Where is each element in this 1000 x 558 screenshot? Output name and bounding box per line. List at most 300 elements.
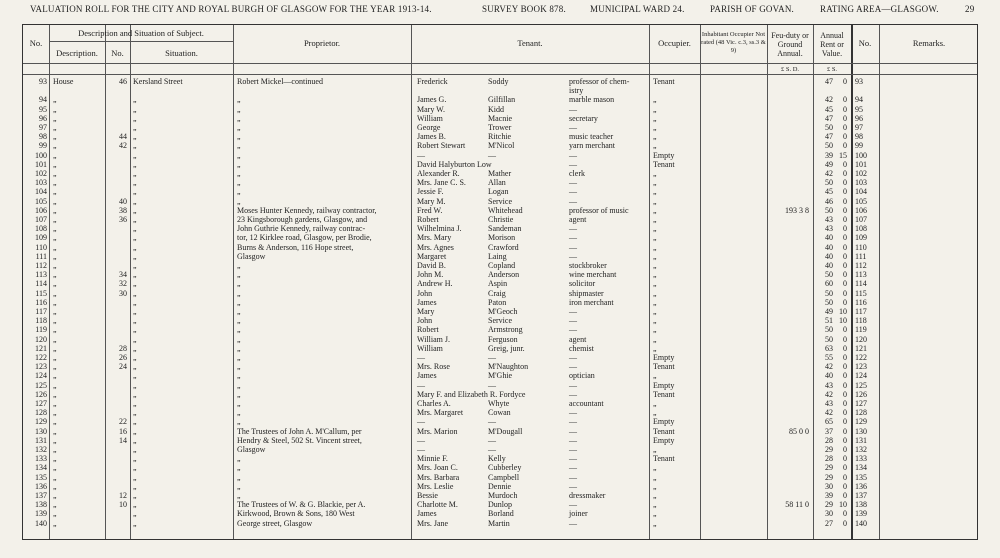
cell-ts: Campbell (488, 472, 520, 482)
cell-rent: 49 (825, 307, 833, 316)
cell-no2: 122 (855, 353, 867, 362)
cell-num: 34 (119, 270, 127, 280)
cell-tocc: marble mason (569, 95, 615, 105)
cell-rent: 40 (825, 251, 833, 261)
cell-rent: 50 (825, 205, 833, 215)
cell-rs: 10 (839, 316, 847, 326)
cell-occ: „ (653, 445, 657, 454)
cell-sit: „ (133, 325, 137, 335)
cell-rs: 0 (843, 141, 847, 151)
cell-tocc: istry (569, 86, 584, 96)
cell-occ: Tenant (653, 362, 675, 372)
cell-sit: „ (133, 362, 137, 372)
cell-tf: Mrs. Margaret (417, 408, 464, 418)
cell-no2: 114 (855, 279, 867, 289)
cell-tf: Robert (417, 325, 439, 335)
cell-no2: 97 (855, 123, 863, 132)
cell-tf: James G. (417, 95, 447, 105)
cell-rs: 0 (843, 215, 847, 224)
table-row (23, 445, 977, 454)
cell-prop: Glasgow (237, 445, 266, 454)
cell-rent: 29 (825, 445, 833, 454)
cell-no2: 102 (855, 169, 867, 178)
cell-tf: Bessie (417, 491, 438, 500)
cell-desc: „ (53, 141, 57, 151)
cell-ts: Logan (488, 187, 509, 197)
cell-rs: 0 (843, 95, 847, 105)
rating-area: RATING AREA—GLASGOW. (820, 4, 939, 14)
cell-no2: 108 (855, 224, 867, 234)
cell-desc: „ (53, 500, 57, 510)
table-row (23, 187, 977, 196)
cell-prop: Hendry & Steel, 502 St. Vincent street, (237, 435, 362, 445)
cell-rs: 0 (843, 132, 847, 142)
cell-desc: „ (53, 251, 57, 261)
cell-rent: 50 (825, 288, 833, 298)
cell-no: 130 (35, 426, 47, 436)
cell-occ: „ (653, 169, 657, 178)
table-row (23, 325, 977, 334)
cell-sit: „ (133, 113, 137, 123)
cell-no: 99 (39, 141, 47, 151)
cell-tocc: — (569, 242, 577, 252)
table-row (23, 178, 977, 187)
cell-sit: „ (133, 380, 137, 390)
cell-tf: Jessie F. (417, 187, 444, 197)
cell-tocc: accountant (569, 399, 604, 408)
cell-ts: Christie (488, 215, 514, 224)
cell-tocc: — (569, 104, 577, 114)
cell-desc: „ (53, 215, 57, 224)
cell-rent: 47 (825, 132, 833, 142)
cell-rs: 0 (843, 454, 847, 464)
cell-rs: 0 (843, 325, 847, 335)
table-row (23, 353, 977, 362)
col-rent: Annual Rent or Value. (820, 31, 844, 58)
cell-rs: 0 (843, 353, 847, 362)
cell-no2: 93 (855, 77, 863, 86)
cell-num: 38 (119, 205, 127, 215)
cell-no: 118 (35, 316, 47, 326)
cell-ts: M'Dougall (488, 426, 523, 436)
cell-tocc: — (569, 251, 577, 261)
cell-num: 28 (119, 343, 127, 353)
table-row (23, 289, 977, 298)
cell-tf: John (417, 316, 433, 326)
cell-prop: „ (237, 261, 241, 270)
cell-prop: „ (237, 491, 241, 500)
cell-no2: 131 (855, 435, 867, 445)
cell-desc: „ (53, 518, 57, 528)
cell-tf: — (417, 445, 425, 454)
cell-desc: „ (53, 472, 57, 482)
cell-tocc: agent (569, 334, 587, 344)
page-number: 29 (965, 4, 975, 14)
cell-tf: Andrew H. (417, 279, 453, 289)
cell-desc: „ (53, 426, 57, 436)
cell-prop: „ (237, 316, 241, 326)
cell-tf: Mrs. Jane C. S. (417, 178, 466, 188)
cell-ts: — (488, 417, 496, 427)
cell-desc: „ (53, 261, 57, 270)
cell-sit: „ (133, 270, 137, 280)
cell-occ: „ (653, 491, 657, 500)
table-row (23, 243, 977, 252)
cell-desc: „ (53, 491, 57, 500)
cell-desc: „ (53, 509, 57, 519)
cell-tocc: professor of chem- (569, 77, 630, 86)
cell-prop: „ (237, 408, 241, 418)
cell-sit: „ (133, 481, 137, 491)
cell-tocc: — (569, 159, 577, 169)
cell-occ: „ (653, 261, 657, 270)
cell-ts: Craig (488, 288, 506, 298)
cell-no2: 119 (855, 325, 867, 335)
cell-sit: „ (133, 150, 137, 160)
cell-rs: 0 (843, 435, 847, 445)
cell-rent: 50 (825, 325, 833, 335)
cell-rs: 0 (843, 251, 847, 261)
cell-no: 140 (35, 518, 47, 528)
col-proprietor: Proprietor. (303, 38, 341, 48)
cell-desc: „ (53, 297, 57, 307)
cell-ts: M'Naughton (488, 362, 529, 372)
cell-tocc: chemist (569, 343, 594, 353)
cell-sit: „ (133, 518, 137, 528)
cell-no2: 133 (855, 454, 867, 464)
cell-prop: „ (237, 417, 241, 427)
cell-prop: „ (237, 187, 241, 197)
cell-occ: „ (653, 141, 657, 151)
cell-no2: 116 (855, 297, 867, 307)
cell-tocc: — (569, 454, 577, 464)
cell-rent: 29 (825, 500, 833, 510)
cell-occ: „ (653, 95, 657, 105)
cell-feu: 85 0 0 (789, 426, 809, 436)
table-row (23, 399, 977, 408)
cell-ts: — (488, 150, 496, 160)
cell-rs: 0 (843, 445, 847, 454)
cell-rent: 50 (825, 141, 833, 151)
cell-prop: „ (237, 353, 241, 362)
cell-no2: 98 (855, 132, 863, 142)
cell-rs: 0 (843, 205, 847, 215)
cell-desc: „ (53, 445, 57, 454)
col-feu: Feu-duty or Ground Annual. (771, 31, 809, 58)
cell-no: 105 (35, 196, 47, 206)
cell-prop: „ (237, 343, 241, 353)
cell-tf: — (417, 380, 425, 390)
cell-tocc: secretary (569, 113, 598, 123)
cell-rent: 43 (825, 380, 833, 390)
cell-sit: „ (133, 316, 137, 326)
cell-ts: — (488, 353, 496, 362)
table-row (23, 491, 977, 500)
table-row (23, 123, 977, 132)
cell-desc: „ (53, 113, 57, 123)
cell-sit: „ (133, 279, 137, 289)
cell-rs: 10 (839, 307, 847, 316)
cell-no2: 101 (855, 159, 867, 169)
cell-tf: Robert Stewart (417, 141, 466, 151)
cell-prop: „ (237, 141, 241, 151)
cell-desc: „ (53, 435, 57, 445)
cell-ts: — (488, 445, 496, 454)
cell-tocc: — (569, 187, 577, 197)
cell-tocc: — (569, 445, 577, 454)
cell-tf: Frederick (417, 77, 448, 86)
cell-no: 96 (39, 113, 47, 123)
cell-no: 104 (35, 187, 47, 197)
cell-desc: „ (53, 159, 57, 169)
cell-sit: „ (133, 509, 137, 519)
table-row (23, 215, 977, 224)
table-row (23, 509, 977, 518)
cell-ts: Dunlop (488, 500, 512, 510)
cell-occ: „ (653, 343, 657, 353)
cell-prop: „ (237, 150, 241, 160)
cell-occ: Empty (653, 435, 675, 445)
cell-desc: „ (53, 95, 57, 105)
cell-rent: 43 (825, 215, 833, 224)
cell-rs: 0 (843, 417, 847, 427)
cell-num: 22 (119, 417, 127, 427)
cell-sit: „ (133, 141, 137, 151)
cell-sit: „ (133, 159, 137, 169)
cell-sit: „ (133, 196, 137, 206)
cell-tf: Mrs. Mary (417, 233, 452, 243)
cell-desc: House (53, 77, 74, 86)
cell-occ: Tenant (653, 159, 675, 169)
cell-ts: Borland (488, 509, 514, 519)
cell-sit: „ (133, 454, 137, 464)
cell-no2: 128 (855, 408, 867, 418)
cell-no2: 136 (855, 481, 867, 491)
cell-tocc: wine merchant (569, 270, 617, 280)
cell-tf: — (417, 417, 425, 427)
table-row (23, 270, 977, 279)
cell-prop: „ (237, 362, 241, 372)
cell-no2: 115 (855, 288, 867, 298)
cell-rs: 0 (843, 491, 847, 500)
cell-no: 117 (35, 307, 47, 316)
cell-prop: „ (237, 279, 241, 289)
cell-tocc: solicitor (569, 279, 596, 289)
cell-tocc: professor of music (569, 205, 629, 215)
cell-no2: 120 (855, 334, 867, 344)
cell-rs: 0 (843, 187, 847, 197)
cell-prop: Kirkwood, Brown & Sons, 180 West (237, 509, 355, 519)
cell-num: 30 (119, 288, 127, 298)
cell-no: 97 (39, 123, 47, 132)
cell-tf: Mrs. Leslie (417, 481, 454, 491)
table-row (23, 279, 977, 288)
cell-tocc: — (569, 389, 577, 399)
cell-ts: Service (488, 196, 512, 206)
cell-no: 103 (35, 178, 47, 188)
cell-rent: 63 (825, 343, 833, 353)
cell-rent: 30 (825, 481, 833, 491)
cell-rs: 0 (843, 178, 847, 188)
cell-prop: „ (237, 371, 241, 381)
cell-occ: „ (653, 104, 657, 114)
col-subno: No. (111, 48, 124, 58)
cell-tf: Mrs. Agnes (417, 242, 454, 252)
cell-ts: M'Ghie (488, 371, 513, 381)
cell-no2: 112 (855, 261, 867, 270)
cell-prop: „ (237, 123, 241, 132)
roll-title: VALUATION ROLL FOR THE CITY AND ROYAL BURGH OF GLASGOW FOR THE YEAR 1913-14. (30, 4, 432, 14)
cell-rent: 50 (825, 178, 833, 188)
cell-no2: 123 (855, 362, 867, 372)
cell-prop: „ (237, 481, 241, 491)
cell-occ: „ (653, 205, 657, 215)
cell-rs: 0 (843, 371, 847, 381)
cell-rs: 0 (843, 408, 847, 418)
cell-occ: „ (653, 224, 657, 234)
cell-prop: „ (237, 399, 241, 408)
cell-tocc: joiner (569, 509, 588, 519)
cell-no: 116 (35, 297, 47, 307)
cell-rs: 10 (839, 500, 847, 510)
table-row (23, 500, 977, 509)
cell-tocc: — (569, 500, 577, 510)
table-row (23, 132, 977, 141)
cell-tocc: — (569, 472, 577, 482)
cell-no: 106 (35, 205, 47, 215)
cell-ts: Trower (488, 123, 512, 132)
cell-sit: „ (133, 399, 137, 408)
table-row (23, 362, 977, 371)
cell-no2: 130 (855, 426, 867, 436)
cell-tocc: — (569, 316, 577, 326)
cell-rent: 51 (825, 316, 833, 326)
cell-tf: James (417, 297, 437, 307)
cell-sit: „ (133, 205, 137, 215)
cell-sit: Kersland Street (133, 77, 183, 86)
cell-sit: „ (133, 123, 137, 132)
cell-prop: „ (237, 288, 241, 298)
cell-prop: „ (237, 463, 241, 473)
cell-ts: Whyte (488, 399, 510, 408)
table-row (23, 160, 977, 169)
cell-desc: „ (53, 178, 57, 188)
cell-tocc: — (569, 380, 577, 390)
cell-num: 24 (119, 362, 127, 372)
table-row (23, 335, 977, 344)
table-row (23, 252, 977, 261)
cell-desc: „ (53, 233, 57, 243)
cell-sit: „ (133, 104, 137, 114)
cell-tocc: — (569, 307, 577, 316)
cell-ts: Cowan (488, 408, 511, 418)
cell-desc: „ (53, 417, 57, 427)
cell-occ: „ (653, 481, 657, 491)
cell-no: 126 (35, 389, 47, 399)
cell-tocc: — (569, 353, 577, 362)
cell-ts: — (488, 380, 496, 390)
cell-desc: „ (53, 224, 57, 234)
cell-no2: 106 (855, 205, 867, 215)
cell-rent: 29 (825, 463, 833, 473)
cell-rent: 47 (825, 77, 833, 86)
cell-rs: 0 (843, 123, 847, 132)
table-row (23, 344, 977, 353)
cell-rent: 39 (825, 150, 833, 160)
cell-no: 119 (35, 325, 47, 335)
cell-sit: „ (133, 334, 137, 344)
cell-rent: 40 (825, 371, 833, 381)
cell-prop: „ (237, 325, 241, 335)
table-row (23, 482, 977, 491)
cell-rs: 0 (843, 288, 847, 298)
cell-desc: „ (53, 399, 57, 408)
cell-sit: „ (133, 261, 137, 270)
cell-desc: „ (53, 187, 57, 197)
cell-rs: 0 (843, 509, 847, 519)
cell-rs: 0 (843, 77, 847, 86)
cell-sit: „ (133, 463, 137, 473)
cell-ts: Copland (488, 261, 516, 270)
cell-prop: „ (237, 389, 241, 399)
col-inhabitant: Inhabitant Occupier Not rated (48 Vic. c.3, ss.3 & 9) (701, 31, 766, 54)
cell-no2: 107 (855, 215, 867, 224)
table-row (23, 77, 977, 86)
cell-rs: 0 (843, 343, 847, 353)
cell-no2: 96 (855, 113, 863, 123)
cell-desc: „ (53, 132, 57, 142)
cell-prop: „ (237, 113, 241, 123)
cell-no: 135 (35, 472, 47, 482)
cell-tocc: — (569, 196, 577, 206)
table-row (23, 298, 977, 307)
cell-occ: „ (653, 371, 657, 381)
cell-rent: 27 (825, 518, 833, 528)
cell-rs: 0 (843, 242, 847, 252)
cell-no: 98 (39, 132, 47, 142)
cell-tf: — (417, 435, 425, 445)
cell-no2: 124 (855, 371, 867, 381)
cell-tf: William J. (417, 334, 451, 344)
cell-no2: 110 (855, 242, 867, 252)
cell-rent: 50 (825, 334, 833, 344)
cell-rs: 0 (843, 261, 847, 270)
cell-rent: 42 (825, 389, 833, 399)
cell-no2: 140 (855, 518, 867, 528)
cell-desc: „ (53, 380, 57, 390)
cell-tf: William (417, 343, 443, 353)
cell-rs: 0 (843, 334, 847, 344)
table-row (23, 427, 977, 436)
cell-tocc: optician (569, 371, 595, 381)
cell-no: 113 (35, 270, 47, 280)
cell-no: 120 (35, 334, 47, 344)
cell-tocc: — (569, 123, 577, 132)
cell-rs: 0 (843, 196, 847, 206)
cell-num: 14 (119, 435, 127, 445)
cell-no2: 100 (855, 150, 867, 160)
cell-occ: „ (653, 196, 657, 206)
cell-ts: Mather (488, 169, 512, 178)
cell-sit: „ (133, 307, 137, 316)
cell-num: 42 (119, 141, 127, 151)
cell-sit: „ (133, 187, 137, 197)
table-row (23, 114, 977, 123)
cell-prop: Moses Hunter Kennedy, railway contractor, (237, 205, 377, 215)
cell-desc: „ (53, 123, 57, 132)
cell-rent: 65 (825, 417, 833, 427)
table-row (23, 519, 977, 528)
